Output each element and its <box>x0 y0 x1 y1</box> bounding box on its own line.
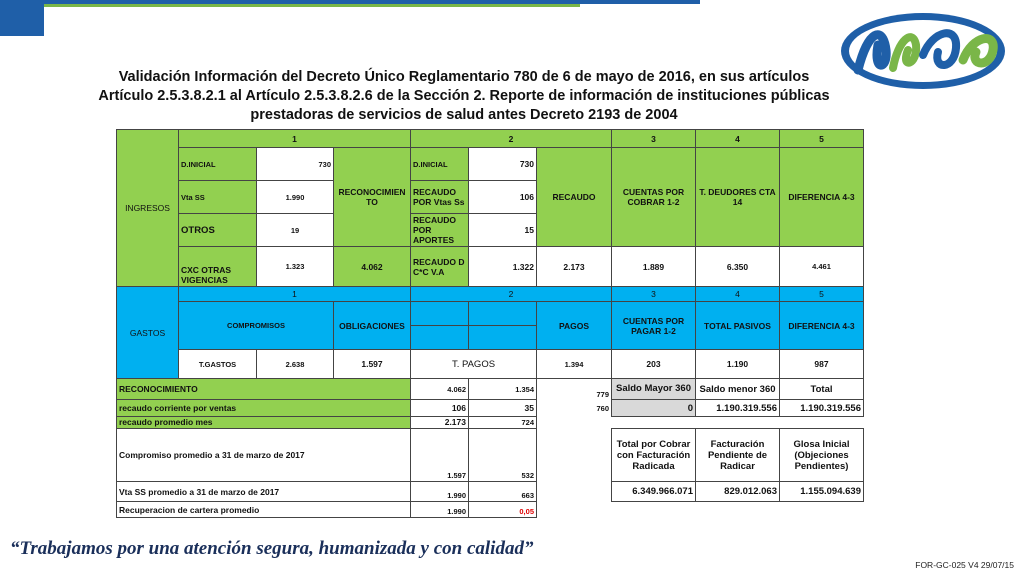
vta-ss-label: Vta SS <box>179 181 257 214</box>
recaudo-total: 2.173 <box>537 247 612 287</box>
corner-block <box>0 0 44 36</box>
top-band <box>0 0 1024 8</box>
t-gastos-label: T.GASTOS <box>179 350 257 379</box>
summary-a-5: 1.990 <box>411 482 469 502</box>
pasivos-value: 1.190 <box>696 350 780 379</box>
cxc-otras-value: 1.323 <box>257 247 334 287</box>
reconocimiento-total: 4.062 <box>334 247 411 287</box>
recaudo-dcxc-value: 1.322 <box>469 247 537 287</box>
ingresos-col-3: 3 <box>612 130 696 148</box>
cxc-total: 1.889 <box>612 247 696 287</box>
cxc-otras-label: CXC OTRAS VIGENCIAS <box>179 247 257 287</box>
summary-a-4: 1.597 <box>411 429 469 482</box>
diferencia-total: 4.461 <box>780 247 864 287</box>
saldo-mayor-header: Saldo Mayor 360 <box>612 379 696 400</box>
otros-value: 19 <box>257 214 334 247</box>
gastos-blank-2 <box>469 302 537 326</box>
top-band-green <box>0 4 580 7</box>
ingresos-label: INGRESOS <box>117 130 179 287</box>
cuentas-por-cobrar-header: CUENTAS POR COBRAR 1-2 <box>612 148 696 247</box>
cxp-value: 203 <box>612 350 696 379</box>
gastos-blank-1 <box>411 302 469 326</box>
obligaciones-value: 1.597 <box>334 350 411 379</box>
recaudo-vtas-label: RECAUDO POR Vtas Ss <box>411 181 469 214</box>
page-title: Validación Información del Decreto Único Reglamentario 780 de 6 de mayo de 2016, en sus artículos Artículo 2.5.3.8.2.1 al Artículo 2.5.3.8.2.6 de la Sección 2. Reporte de información de instituciones públicas prestadoras de servicios de salud antes Decreto 2193 de 2004 <box>98 69 830 123</box>
facturacion-pendiente-value: 829.012.063 <box>696 482 780 502</box>
summary-b-2: 35 <box>469 400 537 417</box>
total-cobrar-header: Total por Cobrar con Facturación Radicada <box>612 429 696 482</box>
deudores-header: T. DEUDORES CTA 14 <box>696 148 780 247</box>
reconocimiento-header: RECONOCIMIENTO <box>334 148 411 247</box>
compromisos-header: COMPROMISOS <box>179 302 334 350</box>
saldo-mayor-value: 0 <box>612 400 696 417</box>
glosa-inicial-value: 1.155.094.639 <box>780 482 864 502</box>
recaudo-dcxc-label: RECAUDO D C*C V.A <box>411 247 469 287</box>
gastos-col-3: 3 <box>612 287 696 302</box>
summary-b-1: 1.354 <box>469 379 537 400</box>
glosa-inicial-header: Glosa Inicial (Objeciones Pendientes) <box>780 429 864 482</box>
summary-label-2: recaudo corriente por ventas <box>117 400 411 417</box>
gastos-col-5: 5 <box>780 287 864 302</box>
summary-a-3: 2.173 <box>411 417 469 429</box>
summary-b-3: 724 <box>469 417 537 429</box>
ingresos-col-2: 2 <box>411 130 612 148</box>
gastos-col-4: 4 <box>696 287 780 302</box>
summary-label-4: Compromiso promedio a 31 de marzo de 2017 <box>117 429 411 482</box>
summary-label-6: Recuperacion de cartera promedio <box>117 502 411 518</box>
t-pagos-value: 1.394 <box>537 350 612 379</box>
summary-c-2: 760 <box>596 403 609 413</box>
saldo-menor-header: Saldo menor 360 <box>696 379 780 400</box>
gastos-col-2: 2 <box>411 287 612 302</box>
ingresos-col-1: 1 <box>179 130 411 148</box>
facturacion-pendiente-header: Facturación Pendiente de Radicar <box>696 429 780 482</box>
summary-a-1: 4.062 <box>411 379 469 400</box>
report-table <box>116 129 864 518</box>
summary-label-3: recaudo promedio mes <box>117 417 411 429</box>
summary-a-6: 1.990 <box>411 502 469 518</box>
d-inicial-label: D.INICIAL <box>179 148 257 181</box>
document-code: FOR-GC-025 V4 29/07/15 <box>915 560 1014 570</box>
summary-c-1: 779 <box>596 389 609 399</box>
recaudo-aportes-label: RECAUDO POR APORTES <box>411 214 469 247</box>
summary-label-5: Vta SS promedio a 31 de marzo de 2017 <box>117 482 411 502</box>
d-inicial-value: 730 <box>257 148 334 181</box>
hospital-logo-icon <box>838 10 1008 92</box>
ingresos-col-4: 4 <box>696 130 780 148</box>
gastos-diferencia-value: 987 <box>780 350 864 379</box>
vta-ss-value: 1.990 <box>257 181 334 214</box>
summary-label-1: RECONOCIMIENTO <box>117 379 411 400</box>
recaudo-vtas-value: 106 <box>469 181 537 214</box>
ingresos-col-5: 5 <box>780 130 864 148</box>
obligaciones-header: OBLIGACIONES <box>334 302 411 350</box>
gastos-col-1: 1 <box>179 287 411 302</box>
saldo-menor-value: 1.190.319.556 <box>696 400 780 417</box>
cuentas-por-pagar-header: CUENTAS POR PAGAR 1-2 <box>612 302 696 350</box>
pagos-header: PAGOS <box>537 302 612 350</box>
saldo-total-header: Total <box>780 379 864 400</box>
deudores-total: 6.350 <box>696 247 780 287</box>
diferencia-header: DIFERENCIA 4-3 <box>780 148 864 247</box>
total-cobrar-value: 6.349.966.071 <box>612 482 696 502</box>
gastos-label: GASTOS <box>117 287 179 379</box>
otros-label: OTROS <box>179 214 257 247</box>
t-gastos-value: 2.638 <box>257 350 334 379</box>
total-pasivos-header: TOTAL PASIVOS <box>696 302 780 350</box>
slogan: “Trabajamos por una atención segura, humanizada y con calidad” <box>10 538 534 559</box>
d-inicial-label-2: D.INICIAL <box>411 148 469 181</box>
gastos-diferencia-header: DIFERENCIA 4-3 <box>780 302 864 350</box>
summary-b-6: 0,05 <box>469 502 537 518</box>
gastos-blank-4 <box>469 326 537 350</box>
recaudo-aportes-value: 15 <box>469 214 537 247</box>
summary-b-5: 663 <box>469 482 537 502</box>
t-pagos-label: T. PAGOS <box>411 350 537 379</box>
summary-a-2: 106 <box>411 400 469 417</box>
gastos-blank-3 <box>411 326 469 350</box>
recaudo-header: RECAUDO <box>537 148 612 247</box>
saldo-total-value: 1.190.319.556 <box>780 400 864 417</box>
d-inicial-value-2: 730 <box>469 148 537 181</box>
summary-b-4: 532 <box>469 429 537 482</box>
